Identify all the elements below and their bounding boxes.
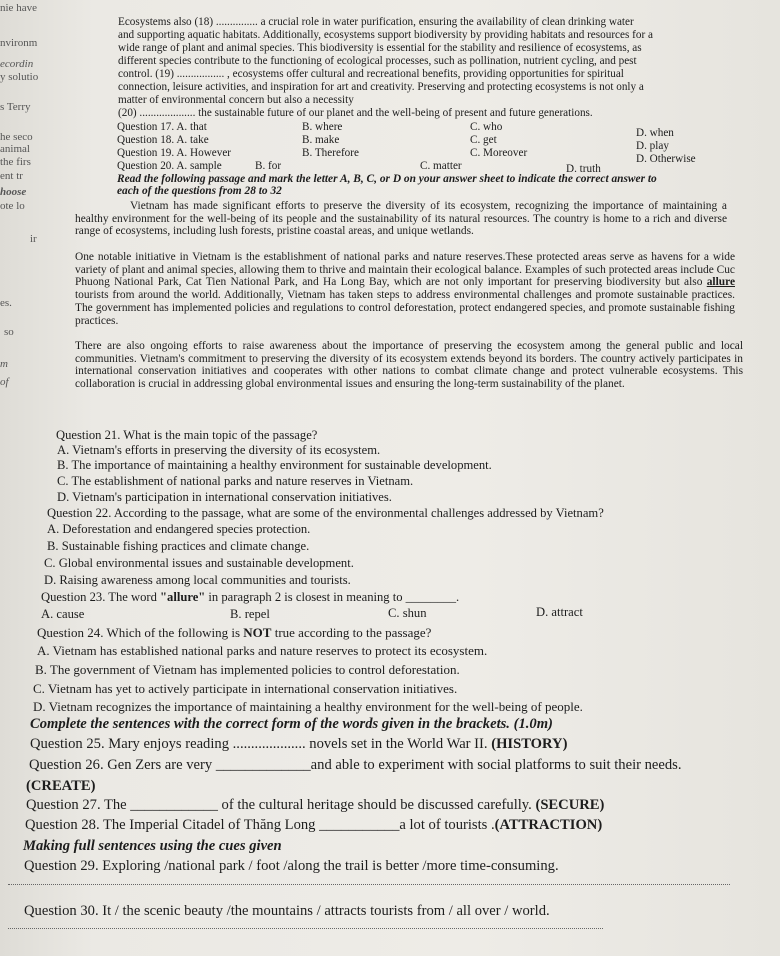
passage-line: and supporting aquatic habitats. Additionally, ecosystems support biodiversity by providing habitats and resources for a bbox=[118, 29, 653, 41]
question-24-stem: Question 24. Which of the following is NOT true according to the passage? bbox=[37, 625, 432, 640]
reading-paragraph-1: Vietnam has made significant efforts to preserve the diversity of its ecosystem, recognizing the importance of maintaining a healthy environment for the well-being of its people and the sustainability of its natural resources. The country is home to a rich and diverse range of ecosystems, including lush forests, pristine coastal areas, and unique wetlands. bbox=[75, 200, 727, 238]
margin-text: m bbox=[0, 358, 8, 370]
option-d: D. Vietnam's participation in international conservation initiatives. bbox=[57, 490, 392, 504]
option-c: C. Moreover bbox=[470, 147, 528, 159]
margin-text: nvironm bbox=[0, 37, 38, 49]
question-19: Question 19. A. However bbox=[117, 147, 232, 159]
option-b: B. Sustainable fishing practices and climate change. bbox=[47, 539, 310, 553]
option-d: D. play bbox=[636, 140, 669, 152]
option-d: D. truth bbox=[566, 163, 601, 175]
question-25: Question 25. Mary enjoys reading .................... novels set in the World War II. (HISTORY) bbox=[30, 736, 568, 752]
reading-paragraph-3: There are also ongoing efforts to raise awareness about the importance of preserving the ecosystem among the general public and local communities. Vietnam's commitment to preserving the diversity of its ecosystem extends beyond its borders. The country actively participates in international conservation initiatives and cooperates with other nations to combat climate change and protect vulnerable ecosystems. This collaboration is crucial in addressing global environmental issues and ensuring the long-term sustainability of the planet. bbox=[75, 340, 743, 391]
margin-text: the firs bbox=[0, 156, 31, 168]
question-22-stem: Question 22. According to the passage, what are some of the environmental challenges addressed by Vietnam? bbox=[47, 506, 604, 520]
reading-instruction: Read the following passage and mark the letter A, B, C, or D on your answer sheet to indicate the correct answer to bbox=[117, 173, 657, 185]
margin-text: animal bbox=[0, 143, 30, 155]
reading-instruction: each of the questions from 28 to 32 bbox=[117, 185, 282, 197]
question-21-stem: Question 21. What is the main topic of the passage? bbox=[56, 428, 318, 442]
margin-text: ent tr bbox=[0, 170, 23, 182]
question-17: Question 17. A. that bbox=[117, 121, 207, 133]
option-d: D. Vietnam recognizes the importance of maintaining a healthy environment for the well-being of people. bbox=[33, 699, 583, 714]
passage-line: (20) .................... the sustainable future of our planet and the well-being of present and future generations. bbox=[118, 107, 593, 119]
option-a: A. Vietnam has established national parks and nature reserves to protect its ecosystem. bbox=[37, 643, 488, 658]
passage-line: connection, leisure activities, and inspiration for art and creativity. Preserving and protecting ecosystems is not only a bbox=[118, 81, 644, 93]
margin-text: y solutio bbox=[0, 71, 39, 83]
option-d: D. attract bbox=[536, 605, 583, 619]
margin-text: hoose bbox=[0, 186, 27, 198]
option-c: C. get bbox=[470, 134, 497, 146]
passage-line: matter of environmental concern but also a necessity bbox=[118, 94, 354, 106]
word-formation-instruction: Complete the sentences with the correct form of the words given in the brackets. (1.0m) bbox=[30, 716, 553, 732]
option-a: A. Deforestation and endangered species protection. bbox=[47, 522, 311, 536]
option-a: A. cause bbox=[41, 607, 85, 621]
margin-text: es. bbox=[0, 297, 12, 309]
option-c: C. Vietnam has yet to actively participate in international conservation initiatives. bbox=[33, 681, 458, 696]
margin-text: s Terry bbox=[0, 101, 31, 113]
option-b: B. repel bbox=[230, 607, 270, 621]
passage-line: wide range of plant and animal species. This biodiversity is essential for the stability and resilience of ecosystems, as bbox=[118, 42, 642, 54]
option-d: D. Otherwise bbox=[636, 153, 696, 165]
question-26-word: (CREATE) bbox=[26, 778, 96, 794]
reading-paragraph-2: One notable initiative in Vietnam is the establishment of national parks and nature reserves.These protected areas serve as havens for a wide variety of plant and animal species, allowing them to thrive and maintain their ecological balance. Examples of such protected areas include Cuc Phuong National Park, Cat Tien National Park, and Ha Long Bay, which are not only important for preserving biodiversity but also allure tourists from around the world. Additionally, Vietnam has taken steps to address environmental challenges and promote sustainable practices. The government has implemented policies and regulations to control deforestation, protect endangered species, and promote sustainable fishing practices. bbox=[75, 251, 735, 327]
option-c: C. who bbox=[470, 121, 503, 133]
question-26: Question 26. Gen Zers are very _____________and able to experiment with social platforms to suit their needs. bbox=[29, 757, 682, 773]
question-29: Question 29. Exploring /national park / foot /along the trail is better /more time-consuming. bbox=[24, 858, 559, 874]
question-27: Question 27. The ____________ of the cultural heritage should be discussed carefully. (SECURE) bbox=[26, 797, 605, 813]
left-margin-fragments bbox=[0, 0, 80, 440]
answer-line bbox=[8, 884, 730, 885]
question-23-stem: Question 23. The word "allure" in paragraph 2 is closest in meaning to ________. bbox=[41, 590, 460, 604]
option-b: B. for bbox=[255, 160, 282, 172]
passage-line: Ecosystems also (18) ............... a crucial role in water purification, ensuring the availability of clean drinking water bbox=[118, 16, 634, 28]
margin-text: ecordin bbox=[0, 58, 34, 70]
option-b: B. where bbox=[302, 121, 343, 133]
option-c: C. Global environmental issues and sustainable development. bbox=[44, 556, 354, 570]
passage-line: control. (19) ................. , ecosystems offer cultural and recreational benefits, providing opportunities for spiritual bbox=[118, 68, 624, 80]
margin-text: he seco bbox=[0, 131, 33, 143]
margin-text: ir bbox=[30, 233, 37, 245]
underlined-word: allure bbox=[706, 276, 735, 289]
sentence-building-instruction: Making full sentences using the cues given bbox=[23, 838, 282, 854]
option-b: B. Therefore bbox=[302, 147, 359, 159]
option-d: D. Raising awareness among local communities and tourists. bbox=[44, 573, 351, 587]
option-c: C. shun bbox=[388, 606, 427, 620]
option-d: D. when bbox=[636, 127, 674, 139]
option-b: B. make bbox=[302, 134, 340, 146]
question-30: Question 30. It / the scenic beauty /the mountains / attracts tourists from / all over / world. bbox=[24, 903, 550, 919]
option-a: A. Vietnam's efforts in preserving the diversity of its ecosystem. bbox=[57, 443, 381, 457]
option-b: B. The importance of maintaining a healthy environment for sustainable development. bbox=[57, 458, 492, 472]
question-28: Question 28. The Imperial Citadel of Thăng Long ___________a lot of tourists .(ATTRACTION) bbox=[25, 817, 603, 833]
margin-text: nie have bbox=[0, 2, 37, 14]
margin-text: so bbox=[4, 326, 14, 338]
option-b: B. The government of Vietnam has implemented policies to control deforestation. bbox=[35, 662, 460, 677]
option-c: C. The establishment of national parks and nature reserves in Vietnam. bbox=[57, 474, 414, 488]
question-20: Question 20. A. sample bbox=[117, 160, 222, 172]
option-c: C. matter bbox=[420, 160, 462, 172]
margin-text: ote lo bbox=[0, 200, 25, 212]
margin-text: of bbox=[0, 376, 9, 388]
question-18: Question 18. A. take bbox=[117, 134, 209, 146]
passage-line: different species contribute to the functioning of ecological processes, such as pollination, nutrient cycling, and pest bbox=[118, 55, 637, 67]
answer-line bbox=[8, 928, 603, 929]
